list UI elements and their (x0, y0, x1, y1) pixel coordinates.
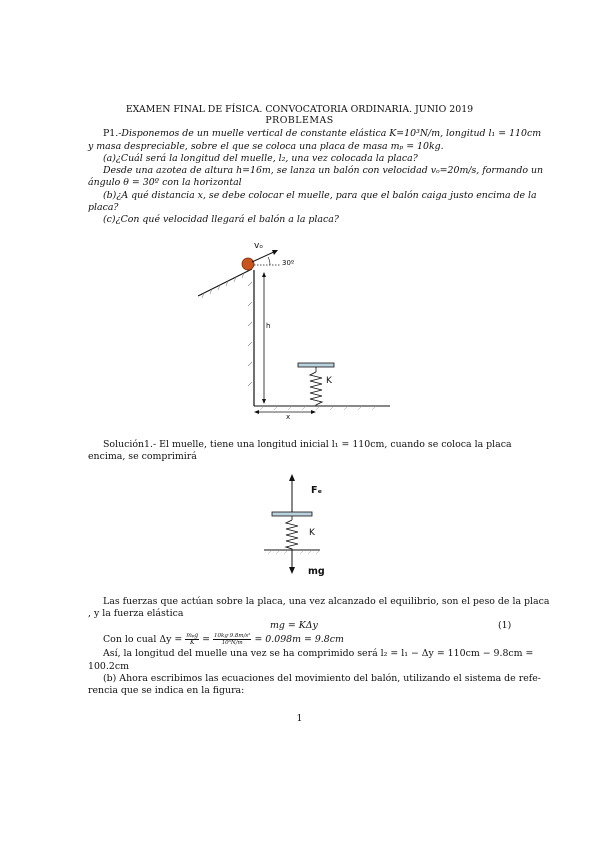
velocity-arrow (252, 251, 276, 262)
forces-line-2: , y la fuerza elástica (88, 608, 184, 619)
part-b-line-2: rencia que se indica en la figura: (88, 685, 245, 696)
spring-label-2: K (309, 528, 315, 538)
distance-label: x (286, 413, 291, 421)
question-b-line-2: placa? (88, 202, 119, 213)
projectile-figure (190, 236, 400, 422)
problem-line-3: Desde una azotea de altura h=16m, se lanza un balón con velocidad vₒ=20m/s, formando un (103, 165, 544, 176)
free-body-diagram (258, 470, 348, 580)
fraction-2 (213, 633, 251, 646)
angle-label: 30º (282, 259, 295, 267)
spring-coil-2 (286, 520, 298, 550)
spring-plate (298, 363, 334, 367)
ground-hatching (260, 406, 376, 410)
problem-line-1 (103, 128, 541, 139)
part-b-line-1: (b) Ahora escribimos las ecuaciones del movimiento del balón, utilizando el sistema de refe- (103, 673, 541, 684)
delta-y-line: Con lo cual Δy = mₚg K = $\frac{\text{10kg·9.8m/s²}}{\text{10³N/m}}$ = 0.098m = 9.8cm (103, 632, 344, 646)
plate (272, 512, 312, 516)
problem-line-2: y masa despreciable, sobre el que se coloca una placa de masa mₚ = 10kg. (88, 141, 444, 152)
equilibrium-equation: mg = KΔy (270, 620, 318, 631)
velocity-label: vₒ (254, 241, 264, 251)
ball (242, 258, 254, 270)
delta-y-result: = 0.098m = 9.8cm (254, 634, 344, 645)
question-a: (a)¿Cuál será la longitud del muelle, l₂, una vez colocada la placa? (103, 153, 418, 164)
solution-line-1: Solución1.- El muelle, tiene una longitud inicial l₁ = 110cm, cuando se coloca la placa (103, 439, 512, 450)
fraction-2-numerator: 10kg·9.8m/s² (214, 633, 251, 639)
forces-line-1: Las fuerzas que actúan sobre la placa, una vez alcanzado el equilibrio, son el peso de la placa (103, 596, 550, 607)
spring-coil (310, 372, 322, 406)
fraction-1-numerator: mₚg (186, 632, 199, 639)
roof-hatching (202, 273, 244, 298)
length-line-2: 100.2cm (88, 661, 129, 672)
exam-title: EXAMEN FINAL DE FÍSICA. CONVOCATORIA ORDINARIA. JUNIO 2019 (125, 104, 474, 115)
problem-text-1: Disponemos de un muelle vertical de constante elástica K=10³N/m, longitud l₁ = 110cm (121, 128, 542, 139)
spring-constant-label: K (326, 376, 332, 386)
wall-hatching (248, 282, 252, 386)
question-c: (c)¿Con qué velocidad llegará el balón a la placa? (103, 214, 339, 225)
delta-y-prefix: Con lo cual Δy = (103, 634, 183, 645)
equation-number: (1) (498, 620, 512, 631)
weight-label: mg (308, 566, 325, 577)
elastic-force-label: Fₑ (311, 485, 323, 496)
fraction-1 (185, 633, 199, 646)
question-b-line-1: (b)¿A qué distancia x, se debe colocar el muelle, para que el balón caiga justo encima de la (103, 190, 537, 201)
problem-label: P1.- (103, 128, 122, 139)
fraction-1-denominator: K (189, 639, 195, 646)
fraction-2-denominator: 10³N/m (221, 640, 243, 646)
problem-line-4: ángulo θ = 30º con la horizontal (88, 177, 242, 188)
angle-arc (268, 257, 270, 265)
page-number: 1 (296, 713, 303, 724)
ground-hatching-2 (268, 550, 320, 554)
section-title: PROBLEMAS (265, 115, 334, 126)
solution-line-2: encima, se comprimirá (88, 451, 197, 462)
length-line-1: Así, la longitud del muelle una vez se ha comprimido será l₂ = l₁ − Δy = 110cm − 9.8cm = (103, 648, 534, 659)
height-label: h (266, 322, 271, 330)
